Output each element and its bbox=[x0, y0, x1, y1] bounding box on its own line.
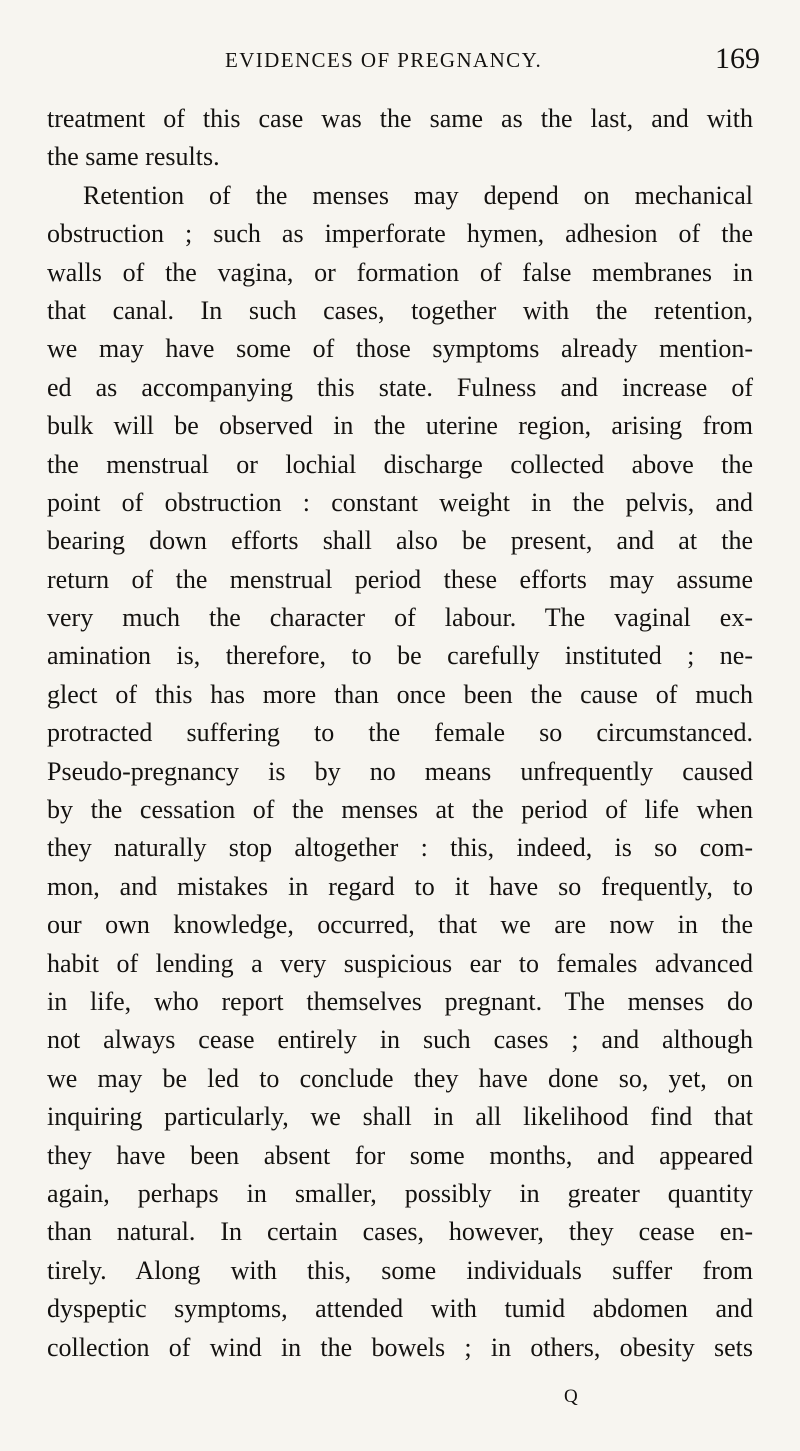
text-line: return of the menstrual period these efforts may assume bbox=[47, 564, 753, 594]
text-line: that canal. In such cases, together with the retention, bbox=[47, 295, 753, 325]
running-head bbox=[40, 40, 760, 80]
paragraph-start-line: Retention of the menses may depend on mechanical bbox=[83, 180, 753, 210]
text-line: tirely. Along with this, some individuals suffer from bbox=[47, 1255, 753, 1285]
text-line: very much the character of labour. The vaginal ex- bbox=[47, 603, 753, 633]
text-line: they naturally stop altogether : this, indeed, is so com- bbox=[47, 833, 753, 863]
text-line: our own knowledge, occurred, that we are now in the bbox=[47, 910, 753, 940]
text-line: mon, and mistakes in regard to it have so frequently, to bbox=[47, 871, 753, 901]
text-line: we may be led to conclude they have done so, yet, on bbox=[47, 1063, 753, 1093]
text-line: they have been absent for some months, and appeared bbox=[47, 1140, 753, 1170]
text-line: point of obstruction : constant weight in the pelvis, and bbox=[47, 487, 753, 517]
text-line: amination is, therefore, to be carefully instituted ; ne- bbox=[47, 641, 753, 671]
signature-mark: Q bbox=[564, 1386, 578, 1407]
text-line: habit of lending a very suspicious ear to females advanced bbox=[47, 948, 753, 978]
text-line: treatment of this case was the same as the last, and with bbox=[47, 104, 753, 133]
text-line: bearing down efforts shall also be present, and at the bbox=[47, 526, 753, 556]
text-line: by the cessation of the menses at the period of life when bbox=[47, 795, 753, 825]
text-line: walls of the vagina, or formation of false membranes in bbox=[47, 257, 753, 287]
text-line: again, perhaps in smaller, possibly in greater quantity bbox=[47, 1178, 753, 1208]
body-text bbox=[47, 100, 753, 1367]
text-line: we may have some of those symptoms already mention- bbox=[47, 334, 753, 364]
text-line: obstruction ; such as imperforate hymen, adhesion of the bbox=[47, 219, 753, 249]
text-line: ed as accompanying this state. Fulness and increase of bbox=[47, 372, 753, 402]
text-line: collection of wind in the bowels ; in others, obesity sets bbox=[47, 1332, 753, 1362]
text-line: bulk will be observed in the uterine region, arising from bbox=[47, 411, 753, 441]
page-number: 169 bbox=[715, 42, 760, 75]
text-line: protracted suffering to the female so circumstanced. bbox=[47, 718, 753, 748]
running-title: EVIDENCES OF PREGNANCY. bbox=[225, 48, 543, 72]
text-line: Pseudo-pregnancy is by no means unfrequently caused bbox=[47, 756, 753, 786]
text-line: glect of this has more than once been the cause of much bbox=[47, 679, 753, 709]
text-line: not always cease entirely in such cases ; and although bbox=[47, 1025, 753, 1055]
text-line: the same results. bbox=[47, 142, 220, 172]
text-line: than natural. In certain cases, however, they cease en- bbox=[47, 1217, 753, 1247]
text-line: the menstrual or lochial discharge collected above the bbox=[47, 449, 753, 479]
text-line: in life, who report themselves pregnant. The menses do bbox=[47, 986, 753, 1016]
text-line: inquiring particularly, we shall in all likelihood find that bbox=[47, 1102, 753, 1132]
text-line: dyspeptic symptoms, attended with tumid abdomen and bbox=[47, 1294, 753, 1324]
